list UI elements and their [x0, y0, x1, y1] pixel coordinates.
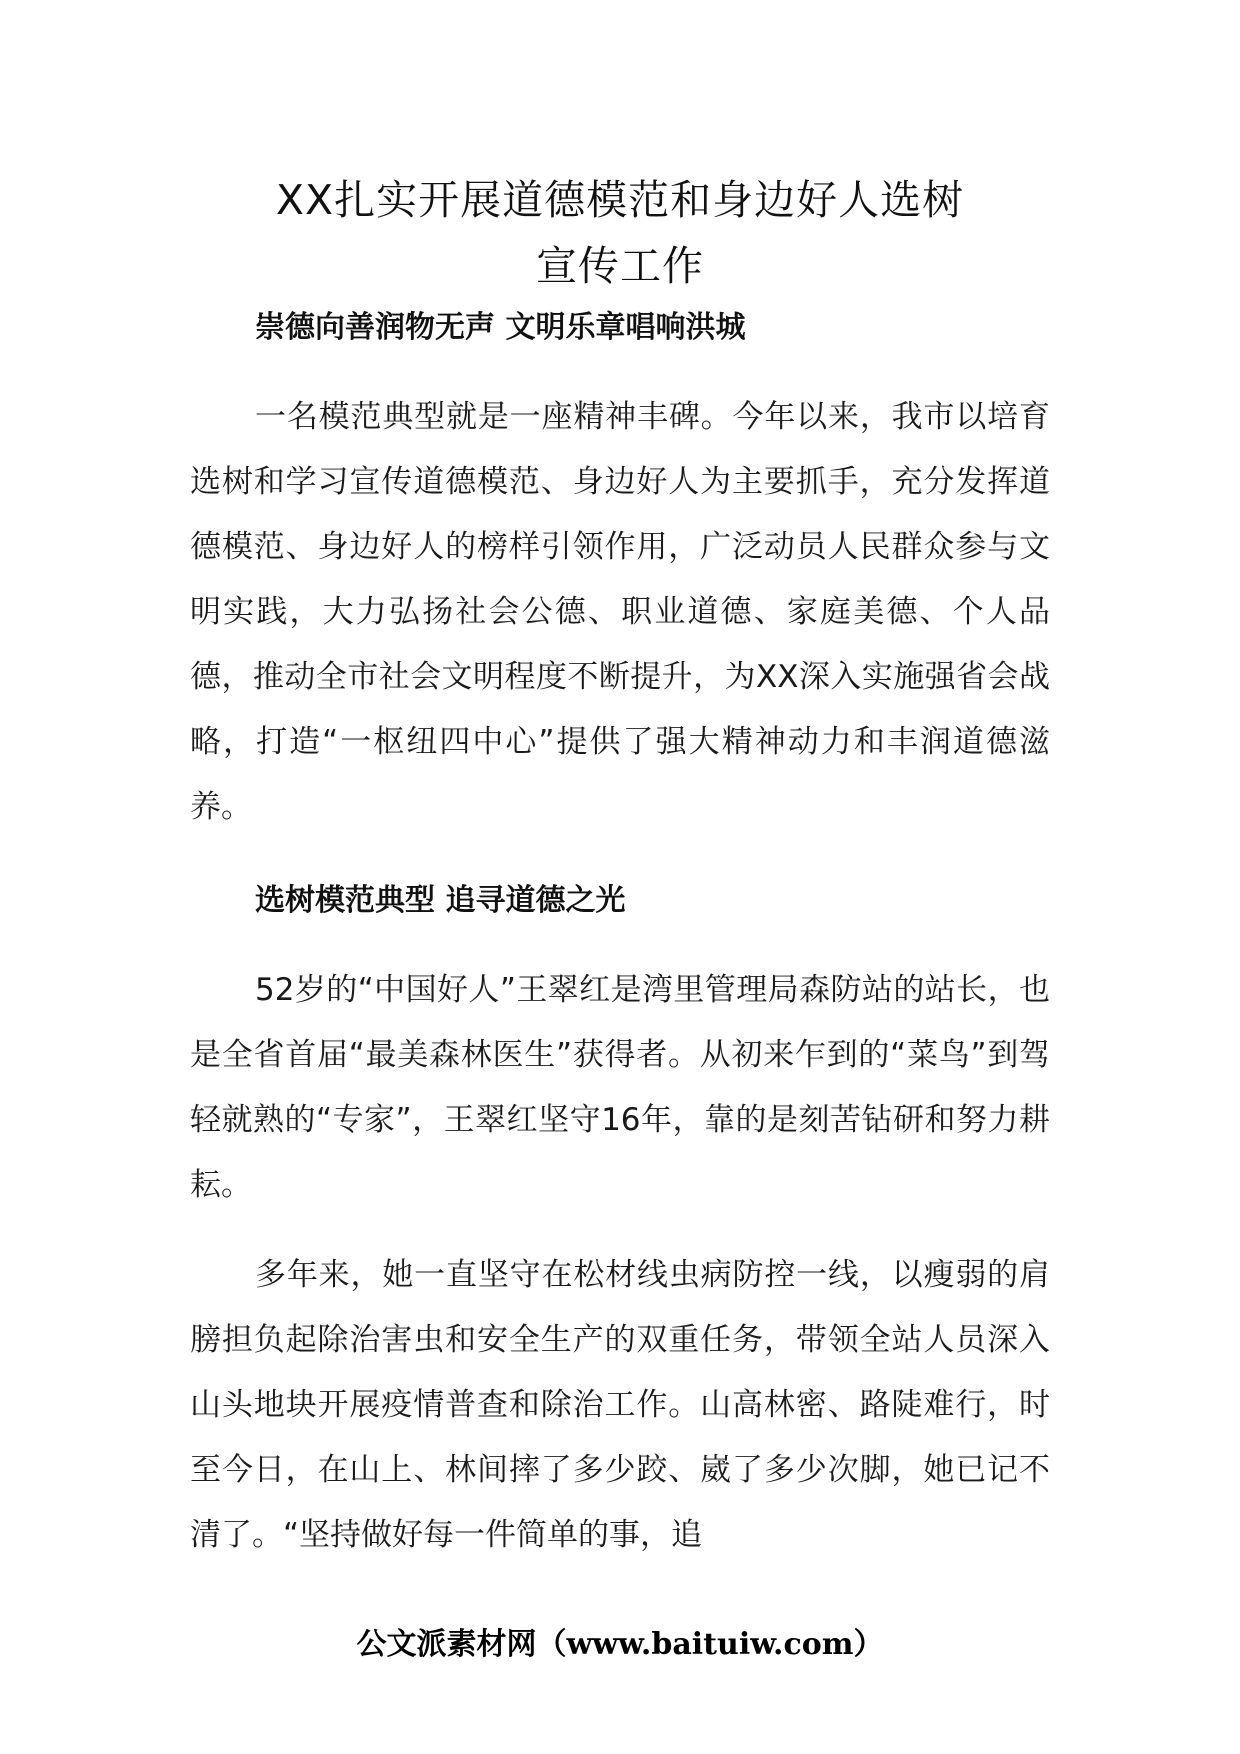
document-title-line-1: XX扎实开展道德模范和身边好人选树 — [275, 176, 965, 224]
section-heading-1: 崇德向善润物无声 文明乐章唱响洪城 — [255, 310, 746, 345]
footer-watermark: 公文派素材网（www.baituiw.com） — [356, 1627, 884, 1662]
section-heading-2: 选树模范典型 追寻道德之光 — [255, 883, 626, 918]
paragraph-3: 多年来，她一直坚守在松材线虫病防控一线，以瘦弱的肩膀担负起除治害虫和安全生产的双重任务，带领全站人员深入山头地块开展疫情普查和除治工作。山高林密、路陡难行，时至今日，在山上、林间摔了多少跤、崴了多少次脚，她已记不清了。“坚持做好每一件简单的事，追 — [190, 1257, 1050, 1553]
document-title-line-2: 宣传工作 — [536, 242, 704, 290]
paragraph-2: 52岁的“中国好人”王翠红是湾里管理局森防站的站长，也是全省首届“最美森林医生”获得者。从初来乍到的“菜鸟”到驾轻就熟的“专家”，王翠红坚守16年，靠的是刻苦钻研和努力耕耘。 — [190, 972, 1050, 1203]
paragraph-1: 一名模范典型就是一座精神丰碑。今年以来，我市以培育选树和学习宣传道德模范、身边好人为主要抓手，充分发挥道德模范、身边好人的榜样引领作用，广泛动员人民群众参与文明实践，大力弘扬社会公德、职业道德、家庭美德、个人品德，推动全市社会文明程度不断提升，为XX深入实施强省会战略，打造“一枢纽四中心”提供了强大精神动力和丰润道德滋养。 — [190, 399, 1050, 825]
